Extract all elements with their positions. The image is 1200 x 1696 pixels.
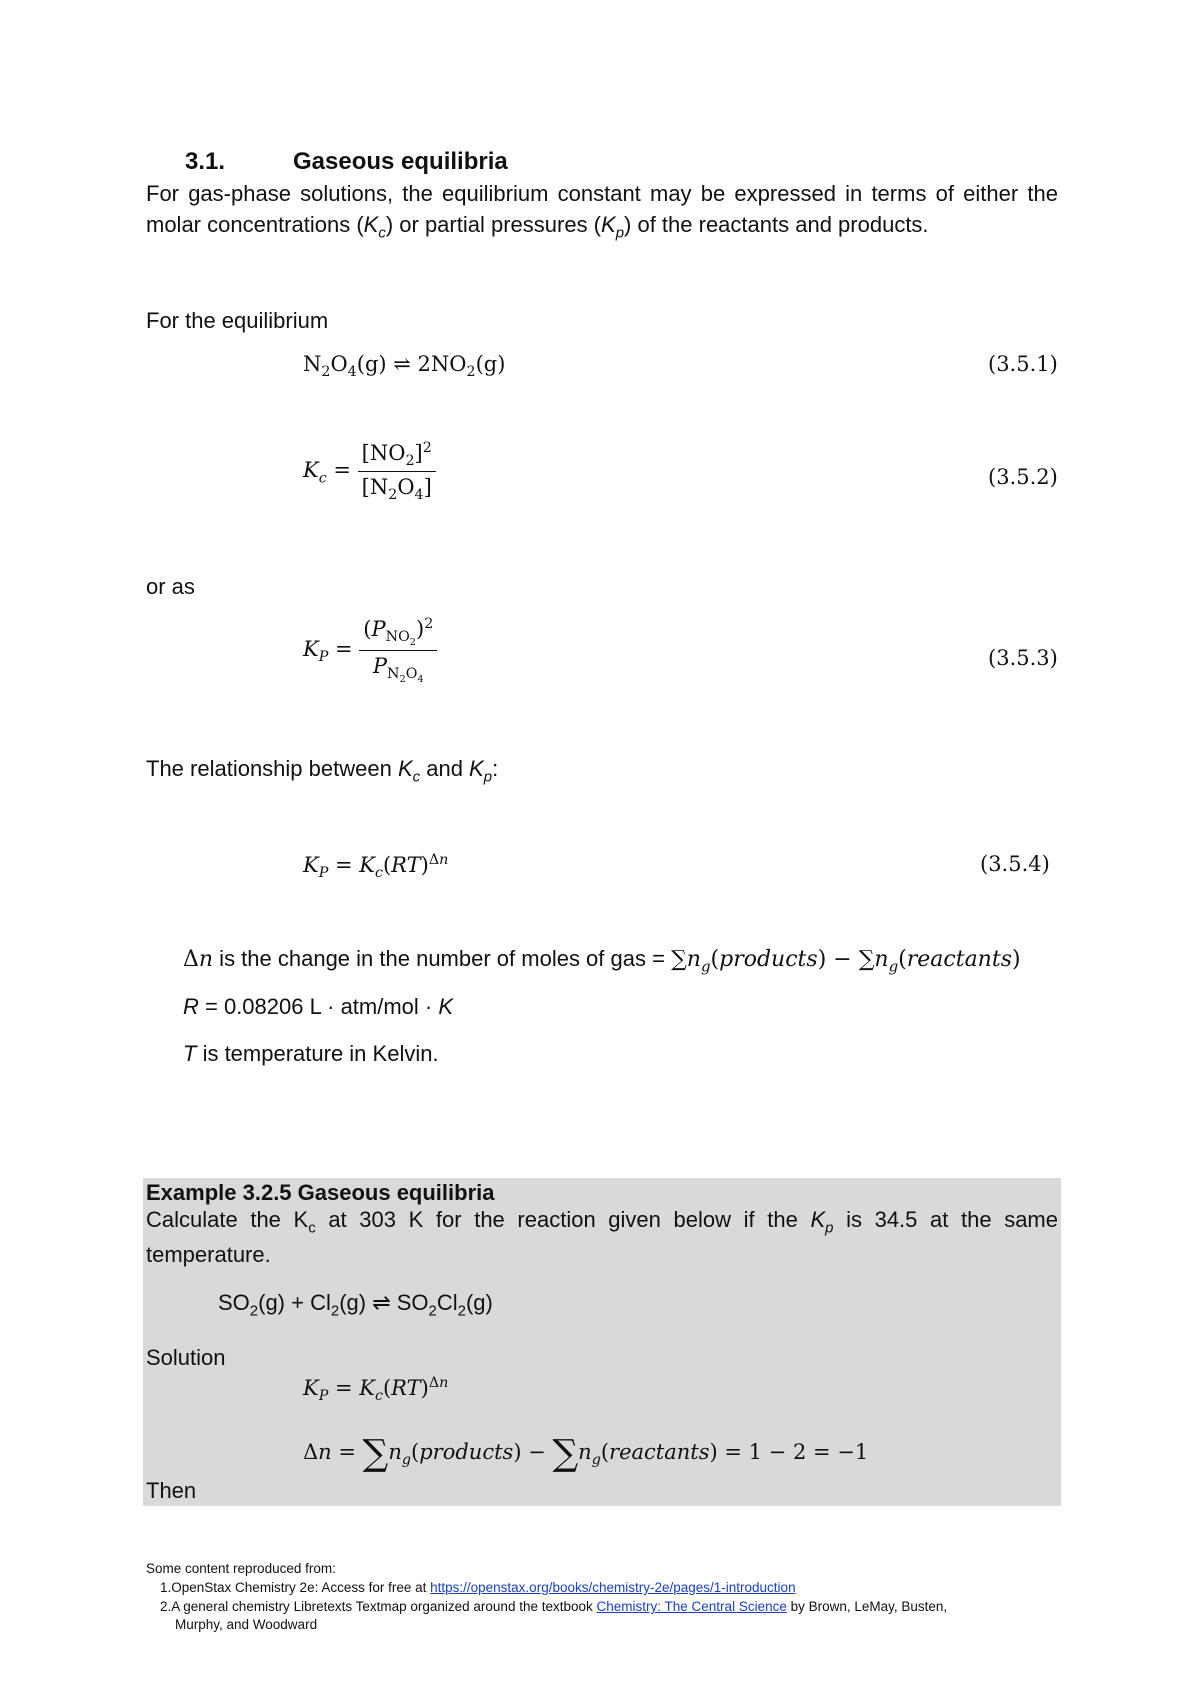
section-number: 3.1.: [185, 148, 226, 175]
equation-3-5-4: $K_P = K_c(RT)^{\Delta n}$: [303, 852, 449, 882]
fraction: $\frac{(P_{NO_2})^2}{P_{N_2O_4}}$: [359, 616, 437, 685]
equation-number: (3.5.1): [988, 352, 1058, 376]
r-definition: R = 0.08206 L · atm/mol · K: [183, 994, 454, 1019]
for-equilibrium-label: For the equilibrium: [146, 308, 329, 333]
section-heading: [185, 148, 508, 176]
t-definition: T is temperature in Kelvin.: [183, 1041, 439, 1066]
openstax-link[interactable]: https://openstax.org/books/chemistry-2e/pages/1-introduction: [430, 1580, 796, 1595]
intro-paragraph: For gas-phase solutions, the equilibrium constant may be expressed in terms of either the molar concentrations $(K_c)$ or partial pressures $(K_p)$ of the reactants and products.: [146, 181, 1058, 242]
footnote-item-2-continued: Murphy, and Woodward: [175, 1617, 318, 1632]
equation-3-5-2: $K_c$ = $\frac{[NO_2]^2}{[N_2O_4]}$: [303, 440, 436, 503]
or-as-label: or as: [146, 574, 195, 599]
example-title: Example 3.2.5 Gaseous equilibria: [146, 1180, 495, 1205]
fraction: $\frac{[NO_2]^2}{[N_2O_4]}$: [358, 440, 436, 503]
footnote-item-1: 1.OpenStax Chemistry 2e: Access for free at https://openstax.org/books/chemistry-2e/pages/1-introduction: [160, 1580, 796, 1595]
solution-equation-kp: $K_P = K_c(RT)^{\Delta n}$: [303, 1375, 449, 1405]
delta-n-definition: Δn is the change in the number of moles of gas = $\sum n_g(products)$ − $\sum n_g(reactants)$: [183, 946, 1021, 976]
equation-3-5-3: $K_P$ = $\frac{(P_{NO_2})^2}{P_{N_2O_4}}$: [303, 616, 437, 685]
then-label: Then: [146, 1478, 197, 1503]
relationship-sentence: The relationship between $K_c$ and $K_p$:: [146, 756, 499, 786]
equation-3-5-1: $N_2O_4(g)$ ⇌ $2NO_2(g)$: [303, 352, 506, 381]
section-title: Gaseous equilibria: [293, 148, 508, 175]
equation-number: (3.5.4): [980, 852, 1050, 876]
central-science-link[interactable]: Chemistry: The Central Science: [596, 1599, 787, 1614]
footnote-intro: Some content reproduced from:: [146, 1561, 336, 1576]
footnote-item-2: 2.A general chemistry Libretexts Textmap organized around the textbook Chemistry: The Central Science by Brown, LeMay, Busten,: [160, 1599, 948, 1614]
example-question: Calculate the $K_c$ at 303 K for the reaction given below if the $K_p$ is 34.5 at the same temperature.: [146, 1207, 1058, 1268]
solution-label: Solution: [146, 1345, 226, 1370]
solution-equation-delta-n: $\Delta n = \sum n_g(products)$ − $\sum n_g(reactants) = 1 - 2 = -1$: [303, 1433, 869, 1474]
equation-number: (3.5.2): [988, 465, 1058, 489]
equation-number: (3.5.3): [988, 646, 1058, 670]
example-reaction: $SO_2(g) + Cl_2(g)$ ⇌ $SO_2Cl_2(g)$: [218, 1290, 493, 1320]
